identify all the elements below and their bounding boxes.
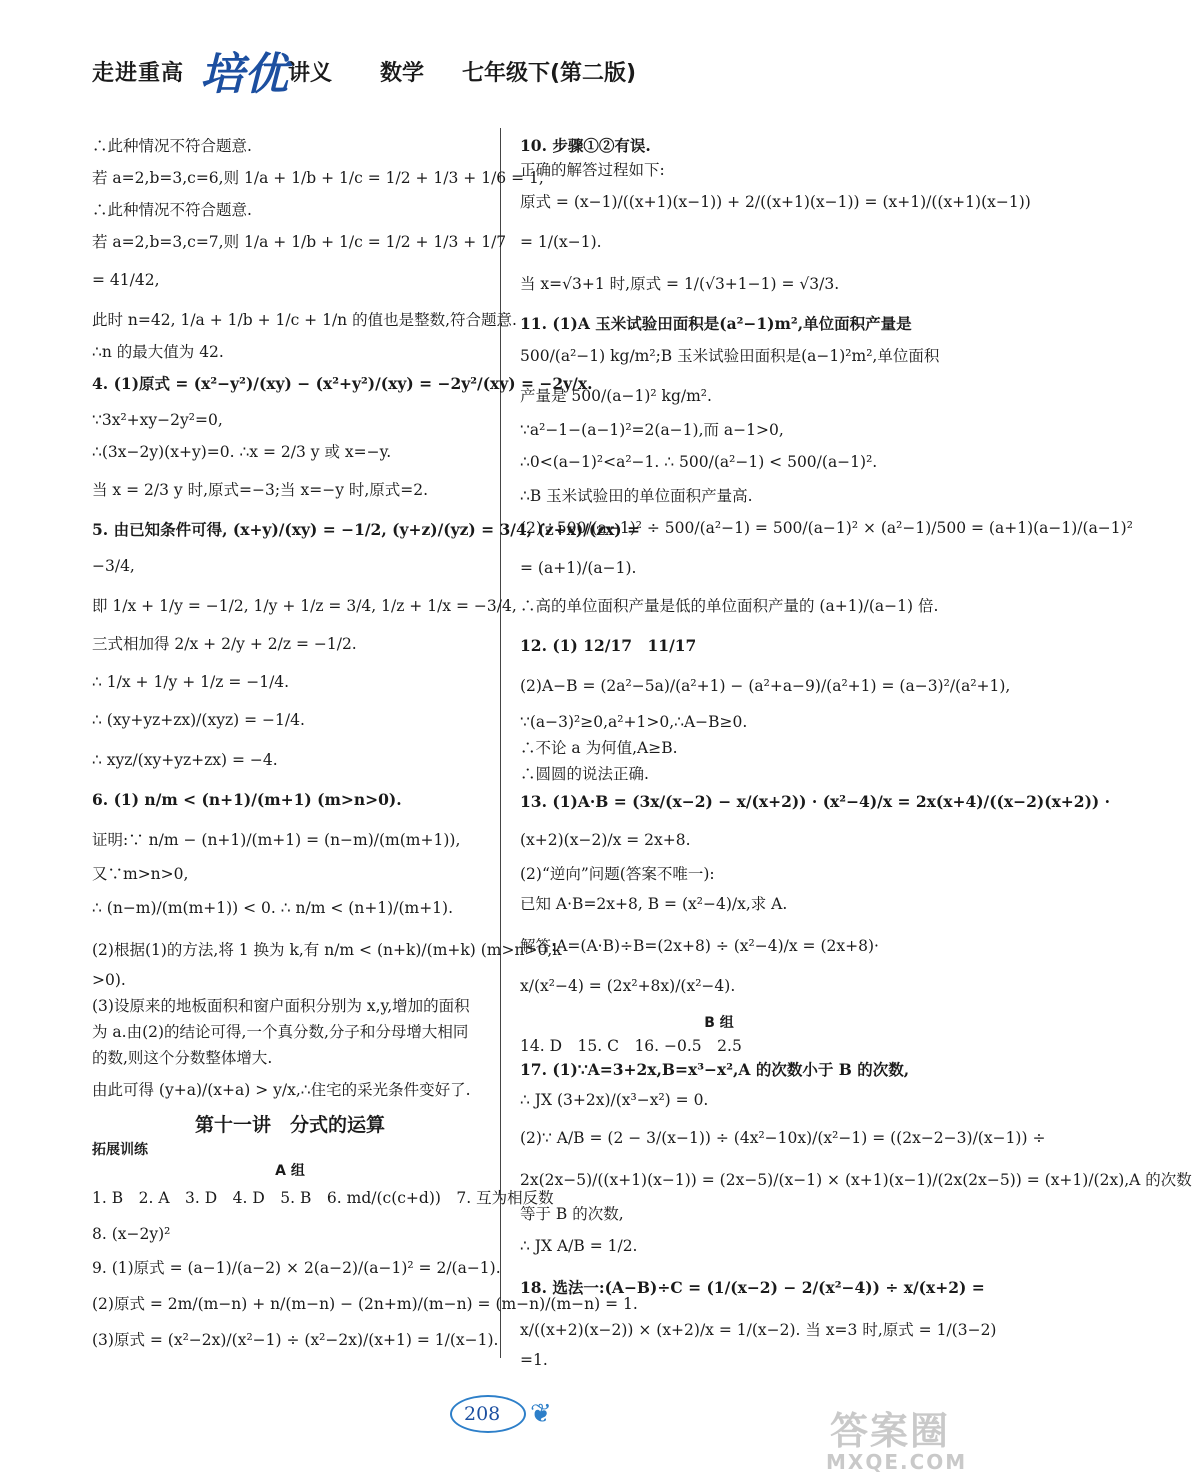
watermark (820, 1400, 990, 1478)
page-number: 208 (464, 1403, 501, 1425)
brand-prefix: 走进重高 (92, 61, 185, 86)
problem-18: 18. 选法一:(A−B)÷C = (1/(x−2) − 2/(x²−4)) ÷ x/(x+2) = (520, 1278, 985, 1297)
answer-line: ∴ xyz/(xy+yz+zx) = −4. (92, 751, 278, 769)
answer-line: (x+2)(x−2)/x = 2x+8. (520, 831, 691, 849)
page-footer (450, 1395, 580, 1455)
answer-line: x/((x+2)(x−2)) × (x+2)/x = 1/(x−2). 当 x=3 时,原式 = 1/(3−2) (520, 1321, 997, 1339)
answer-line: (2)∵ A/B = (2 − 3/(x−1)) ÷ (4x²−10x)/(x²−1) = ((2x−2−3)/(x−1)) ÷ (520, 1129, 1046, 1147)
answer-line: 为 a.由(2)的结论可得,一个真分数,分子和分母增大相同 (92, 1023, 469, 1041)
answer-line: 三式相加得 2/x + 2/y + 2/z = −1/2. (92, 635, 357, 653)
answer-line: 若 a=2,b=3,c=7,则 1/a + 1/b + 1/c = 1/2 + 1/3 + 1/7 (92, 233, 507, 251)
answer-line: ∴圆圆的说法正确. (520, 765, 649, 783)
answer-line: 又∵m>n>0, (92, 865, 189, 883)
watermark-title: 答案圈 (830, 1409, 951, 1453)
answer-line: 此时 n=42, 1/a + 1/b + 1/c + 1/n 的值也是整数,符合题意. (92, 311, 517, 329)
answer-line: ∴n 的最大值为 42. (92, 343, 224, 361)
answer-line: 14. D 15. C 16. −0.5 2.5 (520, 1037, 742, 1055)
grade-label: 七年级下(第二版) (462, 61, 637, 86)
answer-line: >0). (92, 971, 126, 989)
answer-line: ∵3x²+xy−2y²=0, (92, 411, 223, 429)
answer-line: = (a+1)/(a−1). (520, 559, 637, 577)
answer-line: 即 1/x + 1/y = −1/2, 1/y + 1/z = 3/4, 1/z + 1/x = −3/4, (92, 597, 517, 615)
watermark-url: MXQE.COM (826, 1450, 968, 1474)
palm-tree-icon: ❦ (530, 1399, 552, 1429)
group-b-heading: B 组 (704, 1015, 734, 1031)
answer-line: ∴不论 a 为何值,A≥B. (520, 739, 678, 757)
answer-line: 当 x=√3+1 时,原式 = 1/(√3+1−1) = √3/3. (520, 275, 840, 293)
answer-line: 500/(a²−1) kg/m²;B 玉米试验田面积是(a−1)²m²,单位面积 (520, 347, 940, 365)
brand-logo-text: 培优 (200, 49, 288, 100)
answer-line: 8. (x−2y)² (92, 1225, 171, 1243)
answer-line: ∴(3x−2y)(x+y)=0. ∴x = 2/3 y 或 x=−y. (92, 443, 392, 461)
answer-line: 1. B 2. A 3. D 4. D 5. B 6. md/(c(c+d)) 7. 互为相反数 (92, 1189, 554, 1207)
answer-line: 原式 = (x−1)/((x+1)(x−1)) + 2/((x+1)(x−1)) = (x+1)/((x+1)(x−1)) (520, 193, 1031, 211)
answer-line: 9. (1)原式 = (a−1)/(a−2) × 2(a−2)/(a−1)² = 2/(a−1). (92, 1259, 501, 1277)
answer-line: 2x(2x−5)/((x+1)(x−1)) = (2x−5)/(x−1) × (x+1)(x−1)/(2x(2x−5)) = (x+1)/(2x),A 的次数 (520, 1171, 1192, 1189)
problem-4: 4. (1)原式 = (x²−y²)/(xy) − (x²+y²)/(xy) = −2y²/(xy) = −2y/x. (92, 374, 593, 393)
answer-line: (2)“逆向”问题(答案不唯一): (520, 865, 715, 883)
brand-suffix: 讲义 (288, 61, 333, 86)
answer-line: −3/4, (92, 557, 135, 575)
answer-line: (3)原式 = (x²−2x)/(x²−1) ÷ (x²−2x)/(x+1) = 1/(x−1). (92, 1331, 499, 1349)
answer-line: ∵(a−3)²≥0,a²+1>0,∴A−B≥0. (520, 713, 748, 731)
answer-line: ∴ JX (3+2x)/(x³−x²) = 0. (520, 1091, 709, 1109)
answer-line: 正确的解答过程如下: (520, 161, 665, 179)
answer-line: ∴0<(a−1)²<a²−1. ∴ 500/(a²−1) < 500/(a−1)². (520, 453, 878, 471)
answer-line: ∴ (n−m)/(m(m+1)) < 0. ∴ n/m < (n+1)/(m+1). (92, 899, 454, 917)
answer-line: 若 a=2,b=3,c=6,则 1/a + 1/b + 1/c = 1/2 + 1/3 + 1/6 = 1, (92, 169, 544, 187)
answer-line: ∴高的单位面积产量是低的单位面积产量的 (a+1)/(a−1) 倍. (520, 597, 939, 615)
problem-13: 13. (1)A·B = (3x/(x−2) − x/(x+2)) · (x²−4)/x = 2x(x+4)/((x−2)(x+2)) · (520, 792, 1111, 811)
answer-line: 已知 A·B=2x+8, B = (x²−4)/x,求 A. (520, 895, 788, 913)
answer-line: = 41/42, (92, 271, 160, 289)
answer-line: 当 x = 2/3 y 时,原式=−3;当 x=−y 时,原式=2. (92, 481, 429, 499)
answer-line: 等于 B 的次数, (520, 1205, 624, 1223)
page-header (92, 38, 912, 98)
lecture-title: 第十一讲 分式的运算 (194, 1114, 385, 1136)
answer-line: =1. (520, 1351, 548, 1369)
answer-line: (2)根据(1)的方法,将 1 换为 k,有 n/m < (n+k)/(m+k) (m>n>0,k (92, 941, 562, 959)
problem-17: 17. (1)∵A=3+2x,B=x³−x²,A 的次数小于 B 的次数, (520, 1060, 910, 1079)
answer-line: ∴B 玉米试验田的单位面积产量高. (520, 487, 753, 505)
answer-line: ∴ (xy+yz+zx)/(xyz) = −1/4. (92, 711, 305, 729)
problem-5: 5. 由已知条件可得, (x+y)/(xy) = −1/2, (y+z)/(yz) = 3/4, (z+x)/(zx) = (92, 520, 640, 539)
problem-12: 12. (1) 12/17 11/17 (520, 636, 697, 655)
answer-line: 产量是 500/(a−1)² kg/m². (520, 387, 712, 405)
section-label: 拓展训练 (92, 1142, 148, 1158)
subject-label: 数学 (380, 61, 425, 86)
answer-line: ∵a²−1−(a−1)²=2(a−1),而 a−1>0, (520, 421, 784, 439)
answer-line: 的数,则这个分数整体增大. (92, 1049, 273, 1067)
answer-line: (2)原式 = 2m/(m−n) + n/(m−n) − (2n+m)/(m−n) = (m−n)/(m−n) = 1. (92, 1295, 638, 1313)
answer-line: = 1/(x−1). (520, 233, 602, 251)
answer-line: (3)设原来的地板面积和窗户面积分别为 x,y,增加的面积 (92, 997, 470, 1015)
answer-line: ∴此种情况不符合题意. (92, 137, 252, 155)
answer-line: ∴ JX A/B = 1/2. (520, 1237, 638, 1255)
group-a-heading: A 组 (275, 1163, 305, 1179)
problem-10: 10. 步骤①②有误. (520, 136, 651, 155)
problem-6: 6. (1) n/m < (n+1)/(m+1) (m>n>0). (92, 790, 402, 809)
answer-line: (2)A−B = (2a²−5a)/(a²+1) − (a²+a−9)/(a²+1) = (a−3)²/(a²+1), (520, 677, 1011, 695)
answer-line: (2)∵ 500/(a−1)² ÷ 500/(a²−1) = 500/(a−1)² × (a²−1)/500 = (a+1)(a−1)/(a−1)² (520, 519, 1133, 537)
problem-11: 11. (1)A 玉米试验田面积是(a²−1)m²,单位面积产量是 (520, 314, 912, 333)
answer-line: 由此可得 (y+a)/(x+a) > y/x,∴住宅的采光条件变好了. (92, 1081, 471, 1099)
answer-line: ∴此种情况不符合题意. (92, 201, 252, 219)
answer-line: 解答:A=(A·B)÷B=(2x+8) ÷ (x²−4)/x = (2x+8)· (520, 937, 879, 955)
answer-line: ∴ 1/x + 1/y + 1/z = −1/4. (92, 673, 290, 691)
answer-line: x/(x²−4) = (2x²+8x)/(x²−4). (520, 977, 736, 995)
answer-line: 证明:∵ n/m − (n+1)/(m+1) = (n−m)/(m(m+1)), (92, 831, 461, 849)
